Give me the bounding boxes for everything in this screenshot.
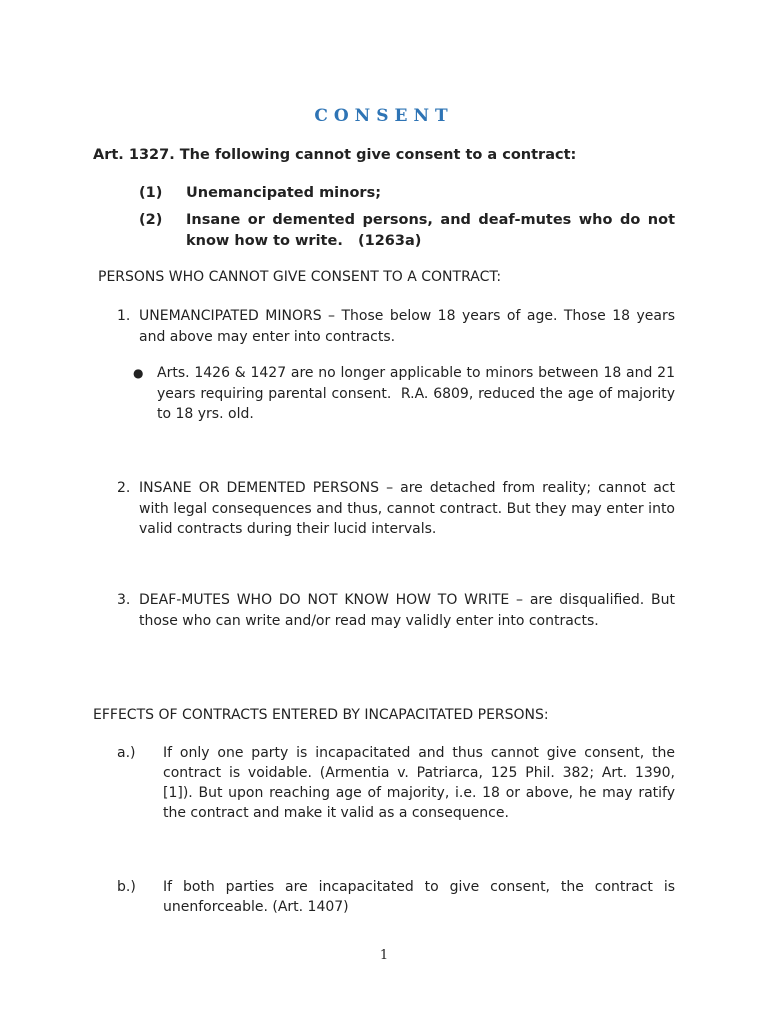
persons-item-number: 1.	[117, 308, 131, 324]
persons-bullet-item	[133, 363, 675, 425]
article-item-text: Insane or demented persons, and deaf-mutes who do not know how to write. (1263a)	[186, 212, 675, 249]
article-item-number: (1)	[139, 185, 163, 201]
effects-item-a	[117, 743, 675, 823]
article-heading: Art. 1327. The following cannot give consent to a contract:	[93, 147, 577, 163]
persons-item-number: 2.	[117, 480, 131, 496]
article-item-text: Unemancipated minors;	[186, 185, 382, 201]
persons-item-text: INSANE OR DEMENTED PERSONS – are detached from reality; cannot act with legal consequences and thus, cannot contract. But they may enter into valid contracts during their lucid intervals.	[139, 480, 675, 537]
effects-section-heading: EFFECTS OF CONTRACTS ENTERED BY INCAPACITATED PERSONS:	[93, 707, 549, 723]
persons-item-1	[117, 306, 675, 347]
document-title: CONSENT	[314, 106, 454, 126]
persons-item-text: UNEMANCIPATED MINORS – Those below 18 years of age. Those 18 years and above may enter into contracts.	[139, 308, 675, 345]
page-number: 1	[379, 948, 389, 963]
bullet-icon: ●	[133, 366, 144, 380]
persons-item-3	[117, 590, 675, 631]
persons-item-text: DEAF-MUTES WHO DO NOT KNOW HOW TO WRITE – are disqualified. But those who can write and/or read may validly enter into contracts.	[139, 592, 675, 629]
persons-item-number: 3.	[117, 592, 131, 608]
article-item-number: (2)	[139, 212, 163, 228]
effects-item-number: a.)	[117, 745, 136, 761]
article-item-2	[139, 210, 675, 252]
effects-item-b	[117, 877, 675, 917]
bullet-text: Arts. 1426 & 1427 are no longer applicable to minors between 18 and 21 years requiring parental consent. R.A. 6809, reduced the age of majority to 18 yrs. old.	[157, 365, 675, 422]
effects-item-text: If only one party is incapacitated and thus cannot give consent, the contract is voidable. (Armentia v. Patriarca, 125 Phil. 382; Art. 1390, [1]). But upon reaching age of majority, i.e. 18 or above, he may ratify the contract and make it valid as a consequence.	[163, 745, 675, 821]
effects-item-number: b.)	[117, 879, 136, 895]
persons-section-heading: PERSONS WHO CANNOT GIVE CONSENT TO A CONTRACT:	[98, 269, 502, 285]
effects-item-text: If both parties are incapacitated to give consent, the contract is unenforceable. (Art. 1407)	[163, 879, 675, 915]
persons-item-2	[117, 478, 675, 540]
article-item-1	[139, 183, 675, 204]
